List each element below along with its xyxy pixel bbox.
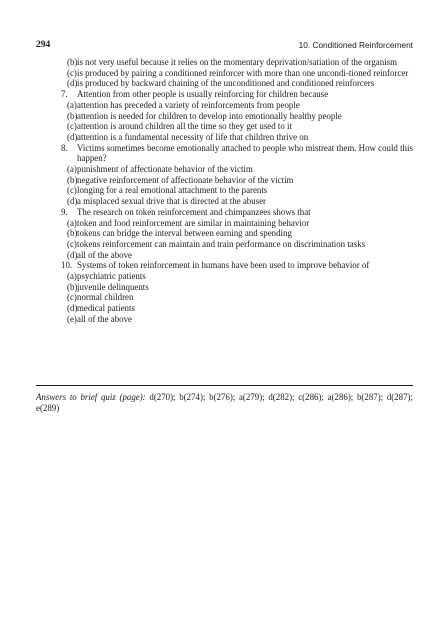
option — [36, 57, 413, 68]
question-number: 10. — [61, 260, 73, 271]
option-text: all of the above — [77, 313, 132, 324]
option — [36, 185, 413, 196]
option — [36, 228, 413, 239]
answer-key-text: d(270); b(274); b(276); a(279); d(282); c(286); a(286); b(287); d(287); e(289) — [36, 392, 413, 413]
option-letter: (a) — [67, 99, 77, 110]
option-text: tokens reinforcement can maintain and train performance on discrimination tasks — [77, 238, 366, 249]
option-letter: (c) — [67, 121, 77, 132]
quiz-content — [36, 57, 413, 325]
answer-key — [36, 392, 413, 414]
option — [36, 100, 413, 111]
option — [36, 196, 413, 207]
question-10 — [36, 260, 413, 324]
option — [36, 292, 413, 303]
option-text: medical patients — [77, 303, 135, 314]
question-7 — [36, 89, 413, 143]
option-letter: (d) — [67, 303, 78, 314]
option-text: all of the above — [77, 249, 132, 260]
option — [36, 271, 413, 282]
option — [36, 250, 413, 261]
question-text: Attention from other people is usually reinforcing for children because — [77, 89, 329, 100]
option-letter: (d) — [67, 131, 78, 142]
option-letter: (d) — [67, 196, 78, 207]
option — [36, 239, 413, 250]
option — [36, 282, 413, 293]
question-number: 7. — [61, 89, 68, 100]
option-text: juvenile delinquents — [77, 281, 149, 292]
question-stem — [36, 143, 413, 164]
option-text: negative reinforcement of affectionate behavior of the victim — [77, 174, 294, 185]
option-text: attention is around children all the time so they get used to it — [77, 121, 292, 132]
option — [36, 121, 413, 132]
option — [36, 132, 413, 143]
answer-key-label: Answers to brief quiz (page): — [36, 392, 146, 402]
option-text: psychiatric patients — [77, 271, 146, 282]
question-stem — [36, 260, 413, 271]
option-letter: (a) — [67, 164, 77, 175]
page-number: 294 — [36, 40, 51, 50]
option-text: a misplaced sexual drive that is directed at the abuser — [77, 196, 267, 207]
option — [36, 218, 413, 229]
option — [36, 78, 413, 89]
question-text: Systems of token reinforcement in humans have been used to improve behavior of — [77, 260, 370, 271]
question-number: 9. — [61, 206, 68, 217]
option-letter: (c) — [67, 67, 77, 78]
option-text: is produced by pairing a conditioned reinforcer with more than one uncondi-tioned reinforcer — [77, 67, 409, 78]
option-letter: (a) — [67, 217, 77, 228]
section-divider — [36, 385, 413, 386]
option-text: tokens can bridge the interval between earning and spending — [77, 228, 292, 239]
question-number: 8. — [61, 142, 68, 153]
option-letter: (c) — [67, 238, 77, 249]
option-text: is not very useful because it relies on the momentary deprivation/satiation of the organism — [77, 57, 397, 67]
option-letter: (b) — [67, 110, 78, 121]
question-6-continued — [36, 57, 413, 89]
option-letter: (b) — [67, 57, 78, 67]
option — [36, 303, 413, 314]
question-9 — [36, 207, 413, 261]
option-letter: (b) — [67, 174, 78, 185]
option-letter: (b) — [67, 228, 78, 239]
option — [36, 111, 413, 122]
question-text: The research on token reinforcement and chimpanzees shows that — [77, 206, 311, 217]
option — [36, 164, 413, 175]
option-letter: (a) — [67, 271, 77, 282]
option-letter: (b) — [67, 281, 78, 292]
running-head: 10. Conditioned Reinforcement — [298, 40, 413, 50]
option-text: is produced by backward chaining of the unconditioned and conditioned reinforcers — [77, 78, 375, 89]
question-8 — [36, 143, 413, 207]
option-text: attention has preceded a variety of reinforcements from people — [77, 99, 300, 110]
option-text: normal children — [77, 292, 134, 303]
option-text: punishment of affectionate behavior of the victim — [77, 164, 253, 175]
page-header — [36, 39, 413, 51]
option — [36, 175, 413, 186]
option-letter: (d) — [67, 249, 78, 260]
option-text: attention is needed for children to develop into emotionally healthy people — [77, 110, 342, 121]
option-text: longing for a real emotional attachment to the parents — [77, 185, 268, 196]
option-letter: (c) — [67, 292, 77, 303]
option-letter: (e) — [67, 313, 77, 324]
question-text: Victims sometimes become emotionally attached to people who mistreat them. How could this happen? — [77, 142, 413, 164]
option-letter: (c) — [67, 185, 77, 196]
question-stem — [36, 207, 413, 218]
option-text: token and food reinforcement are similar in maintaining behavior — [77, 217, 310, 228]
question-stem — [36, 89, 413, 100]
option-letter: (d) — [67, 78, 78, 89]
option — [36, 314, 413, 325]
option — [36, 68, 413, 79]
option-text: attention is a fundamental necessity of life that children thrive on — [77, 131, 309, 142]
